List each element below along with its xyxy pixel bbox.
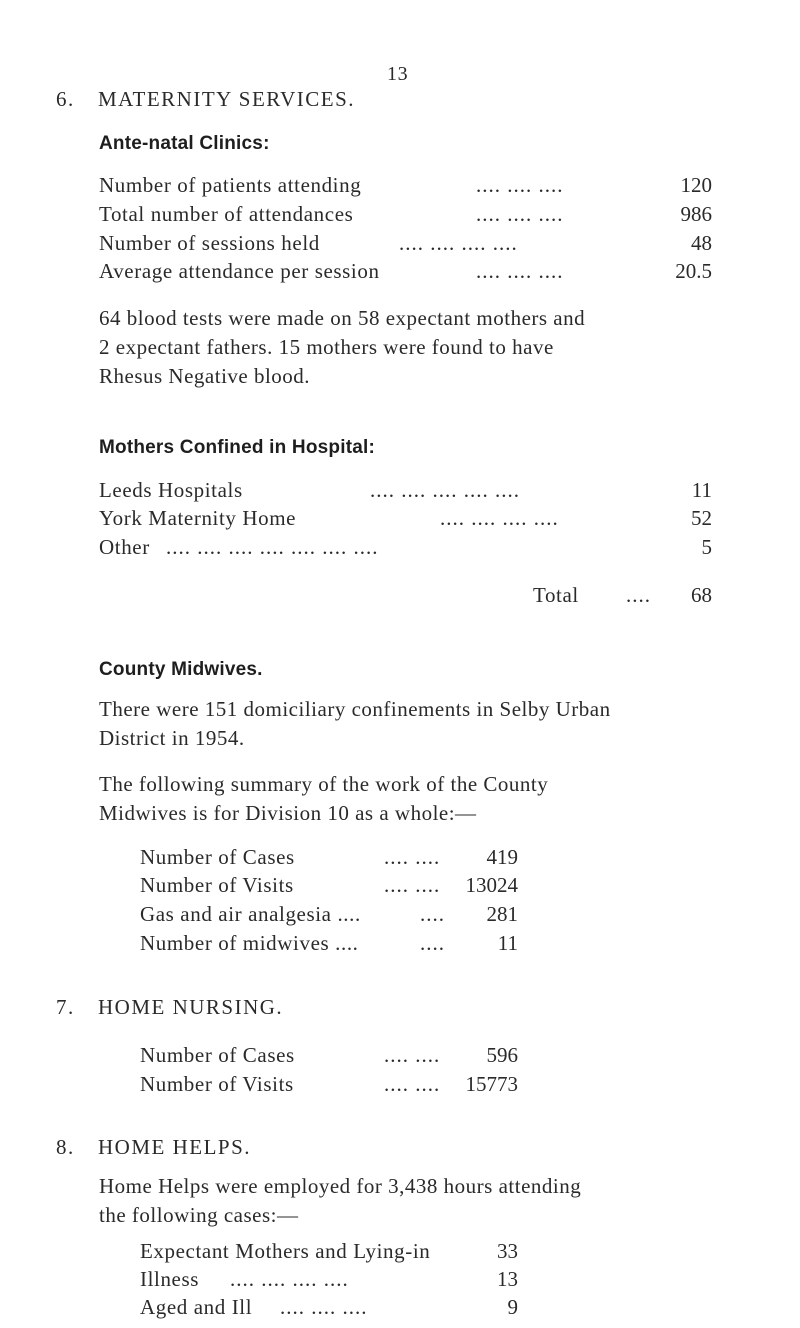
- section-title: HOME NURSING.: [98, 995, 284, 1019]
- paragraph-line: the following cases:—: [99, 1203, 299, 1227]
- row-label: Number of midwives ....: [140, 931, 359, 955]
- leader-dots: .... .... ....: [476, 259, 564, 283]
- row-value: 11: [691, 478, 712, 502]
- leader-dots: ....: [420, 902, 445, 926]
- row-value: 13: [497, 1267, 518, 1291]
- leader-dots: .... ....: [384, 1072, 441, 1096]
- row-value: 419: [486, 845, 518, 869]
- section-title: HOME HELPS.: [98, 1135, 252, 1159]
- row-value: 33: [497, 1239, 518, 1263]
- leader-dots: .... .... .... ....: [440, 506, 559, 530]
- row-label: Number of Visits: [140, 873, 294, 897]
- row-value: 52: [691, 506, 712, 530]
- row-label: Number of Cases: [140, 1043, 295, 1067]
- paragraph-line: Home Helps were employed for 3,438 hours attending: [99, 1174, 582, 1198]
- subheading-antenatal: Ante-natal Clinics:: [99, 133, 270, 154]
- paragraph-line: Midwives is for Division 10 as a whole:—: [99, 801, 477, 825]
- paragraph-line: Rhesus Negative blood.: [99, 364, 311, 388]
- row-value: 120: [680, 173, 712, 197]
- row-label: Expectant Mothers and Lying-in: [140, 1239, 431, 1263]
- row-value: 281: [486, 902, 518, 926]
- row-label: Other: [99, 535, 150, 559]
- section-number: 7.: [56, 995, 75, 1019]
- total-label: Total: [533, 583, 579, 607]
- paragraph-line: The following summary of the work of the County: [99, 772, 549, 796]
- leader-dots: .... .... ....: [280, 1295, 368, 1319]
- row-label: Gas and air analgesia ....: [140, 902, 361, 926]
- leader-dots: .... .... ....: [476, 173, 564, 197]
- leader-dots: .... .... ....: [476, 202, 564, 226]
- subheading-confined: Mothers Confined in Hospital:: [99, 437, 376, 458]
- row-label: Number of sessions held: [99, 231, 320, 255]
- row-value: 20.5: [675, 259, 712, 283]
- row-label: Number of patients attending: [99, 173, 362, 197]
- row-label: Aged and Ill: [140, 1295, 253, 1319]
- row-value: 11: [497, 931, 518, 955]
- paragraph-line: District in 1954.: [99, 726, 245, 750]
- leader-dots: .... .... .... ....: [230, 1267, 349, 1291]
- row-value: 48: [691, 231, 712, 255]
- subheading-midwives: County Midwives.: [99, 659, 263, 680]
- row-label: Total number of attendances: [99, 202, 354, 226]
- leader-dots: .... .... .... ....: [399, 231, 518, 255]
- row-label: Average attendance per session: [99, 259, 380, 283]
- row-value: 15773: [465, 1072, 518, 1096]
- leader-dots: .... ....: [384, 845, 441, 869]
- leader-dots: ....: [626, 583, 651, 607]
- page-number: 13: [387, 63, 409, 85]
- row-label: Number of Cases: [140, 845, 295, 869]
- paragraph-line: 64 blood tests were made on 58 expectant mothers and: [99, 306, 586, 330]
- total-value: 68: [691, 583, 712, 607]
- row-value: 13024: [465, 873, 518, 897]
- paragraph-line: 2 expectant fathers. 15 mothers were found to have: [99, 335, 554, 359]
- leader-dots: .... .... .... .... .... .... ....: [166, 535, 379, 559]
- row-value: 596: [486, 1043, 518, 1067]
- paragraph-line: There were 151 domiciliary confinements in Selby Urban: [99, 697, 611, 721]
- row-label: Illness: [140, 1267, 200, 1291]
- row-value: 5: [701, 535, 712, 559]
- leader-dots: .... ....: [384, 1043, 441, 1067]
- section-number: 8.: [56, 1135, 75, 1159]
- leader-dots: ....: [420, 931, 445, 955]
- row-label: Number of Visits: [140, 1072, 294, 1096]
- row-label: York Maternity Home: [99, 506, 297, 530]
- section-title: MATERNITY SERVICES.: [98, 87, 356, 111]
- row-value: 9: [507, 1295, 518, 1319]
- leader-dots: .... .... .... .... ....: [370, 478, 520, 502]
- section-number: 6.: [56, 87, 75, 111]
- row-label: Leeds Hospitals: [99, 478, 243, 502]
- leader-dots: .... ....: [384, 873, 441, 897]
- row-value: 986: [680, 202, 712, 226]
